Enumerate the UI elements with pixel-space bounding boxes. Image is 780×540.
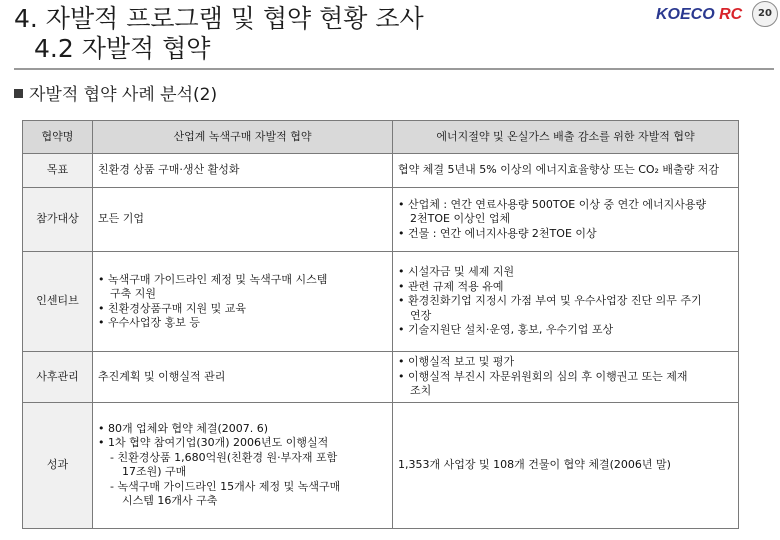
cell-line: - 녹색구매 가이드라인 15개사 제정 및 녹색구매: [110, 479, 341, 493]
cell-line: 모든 기업: [98, 212, 145, 226]
cell-lines: [398, 458, 733, 473]
header-agreement-name: 협약명: [23, 121, 93, 154]
cell-line: • 이행실적 부진시 자문위원회의 심의 후 이행권고 또는 제재: [398, 369, 688, 383]
table-row: [23, 352, 739, 403]
energy-saving-cell: [393, 252, 739, 352]
cell-line: • 1차 협약 참여기업(30개) 2006년도 이행실적: [98, 436, 329, 449]
cell-lines: [398, 163, 733, 178]
page-number-badge: 20: [752, 1, 778, 27]
subtitle-text: 자발적 협약 사례 분석(2): [29, 85, 218, 105]
energy-saving-cell: [393, 352, 739, 403]
section-subtitle: [14, 80, 217, 105]
energy-saving-cell: [393, 188, 739, 252]
cell-line: • 이행실적 보고 및 평가: [398, 355, 515, 368]
cell-lines: [98, 422, 387, 509]
cell-lines: [98, 212, 387, 227]
green-purchase-cell: [93, 188, 393, 252]
cell-lines: [398, 355, 733, 399]
cell-line: 2천TOE 이상인 업체: [410, 212, 511, 226]
cell-line: 17조원) 구매: [122, 465, 187, 478]
cell-line: 조치: [410, 384, 432, 397]
cell-lines: [98, 370, 387, 385]
row-label: 참가대상: [23, 188, 93, 252]
cell-line: 1,353개 사업장 및 108개 건물이 협약 체결(2006년 말): [398, 457, 671, 471]
row-label: 목표: [23, 154, 93, 188]
header-green-purchase: 산업계 녹색구매 자발적 협약: [93, 121, 393, 154]
cell-line: 협약 체결 5년내 5% 이상의 에너지효율향상 또는 CO₂ 배출량 저감: [398, 163, 720, 177]
cell-line: • 산업체 : 연간 연료사용량 500TOE 이상 중 연간 에너지사용량: [398, 197, 707, 211]
cell-line: • 시설자금 및 세제 지원: [398, 265, 515, 279]
table-row: [23, 252, 739, 352]
title-line-2: 4.2 자발적 협약: [34, 34, 211, 63]
square-bullet-icon: [14, 89, 23, 98]
title-line-1: 4. 자발적 프로그램 및 협약 현황 조사: [14, 4, 424, 33]
cell-line: 연장: [410, 308, 432, 322]
cell-lines: [98, 273, 387, 331]
energy-saving-cell: [393, 154, 739, 188]
table-row: [23, 188, 739, 252]
green-purchase-cell: [93, 402, 393, 528]
row-label: 사후관리: [23, 352, 93, 403]
energy-saving-cell: [393, 402, 739, 528]
cell-line: - 친환경상품 1,680억원(친환경 원·부자재 포함: [110, 450, 338, 464]
cell-line: • 환경친화기업 지정시 가점 부여 및 우수사업장 진단 의무 주기: [398, 294, 702, 308]
cell-line: 시스템 16개사 구축: [122, 494, 218, 507]
cell-line: • 우수사업장 홍보 등: [98, 316, 200, 329]
row-label: 성과: [23, 402, 93, 528]
cell-line: • 80개 업체와 협약 체결(2007. 6): [98, 421, 269, 435]
cell-line: 친환경 상품 구매·생산 활성화: [98, 163, 240, 177]
header-energy-saving: 에너지절약 및 온실가스 배출 감소를 위한 자발적 협약: [393, 121, 739, 154]
cell-line: • 관련 규제 적용 유예: [398, 279, 504, 293]
agreement-comparison-table: [22, 120, 739, 529]
table-row: [23, 402, 739, 528]
row-label: 인센티브: [23, 252, 93, 352]
slide-title: [14, 4, 424, 64]
logo-rc-text: RC: [719, 6, 743, 23]
cell-line: • 녹색구매 가이드라인 제정 및 녹색구매 시스템: [98, 272, 328, 286]
logo-text: KOECO: [656, 6, 715, 23]
green-purchase-cell: [93, 352, 393, 403]
green-purchase-cell: [93, 252, 393, 352]
cell-lines: [398, 198, 733, 242]
cell-line: 구축 지원: [110, 287, 157, 300]
green-purchase-cell: [93, 154, 393, 188]
table-header-row: [23, 121, 739, 154]
cell-line: • 친환경상품구매 지원 및 교육: [98, 301, 246, 315]
koeco-rc-logo: [656, 6, 742, 24]
cell-line: 추진계획 및 이행실적 관리: [98, 369, 226, 383]
table-row: [23, 154, 739, 188]
cell-line: • 건물 : 연간 에너지사용량 2천TOE 이상: [398, 226, 597, 240]
cell-lines: [398, 265, 733, 338]
header-divider: [14, 68, 774, 70]
cell-lines: [98, 163, 387, 178]
cell-line: • 기술지원단 설치·운영, 홍보, 우수기업 포상: [398, 323, 614, 337]
